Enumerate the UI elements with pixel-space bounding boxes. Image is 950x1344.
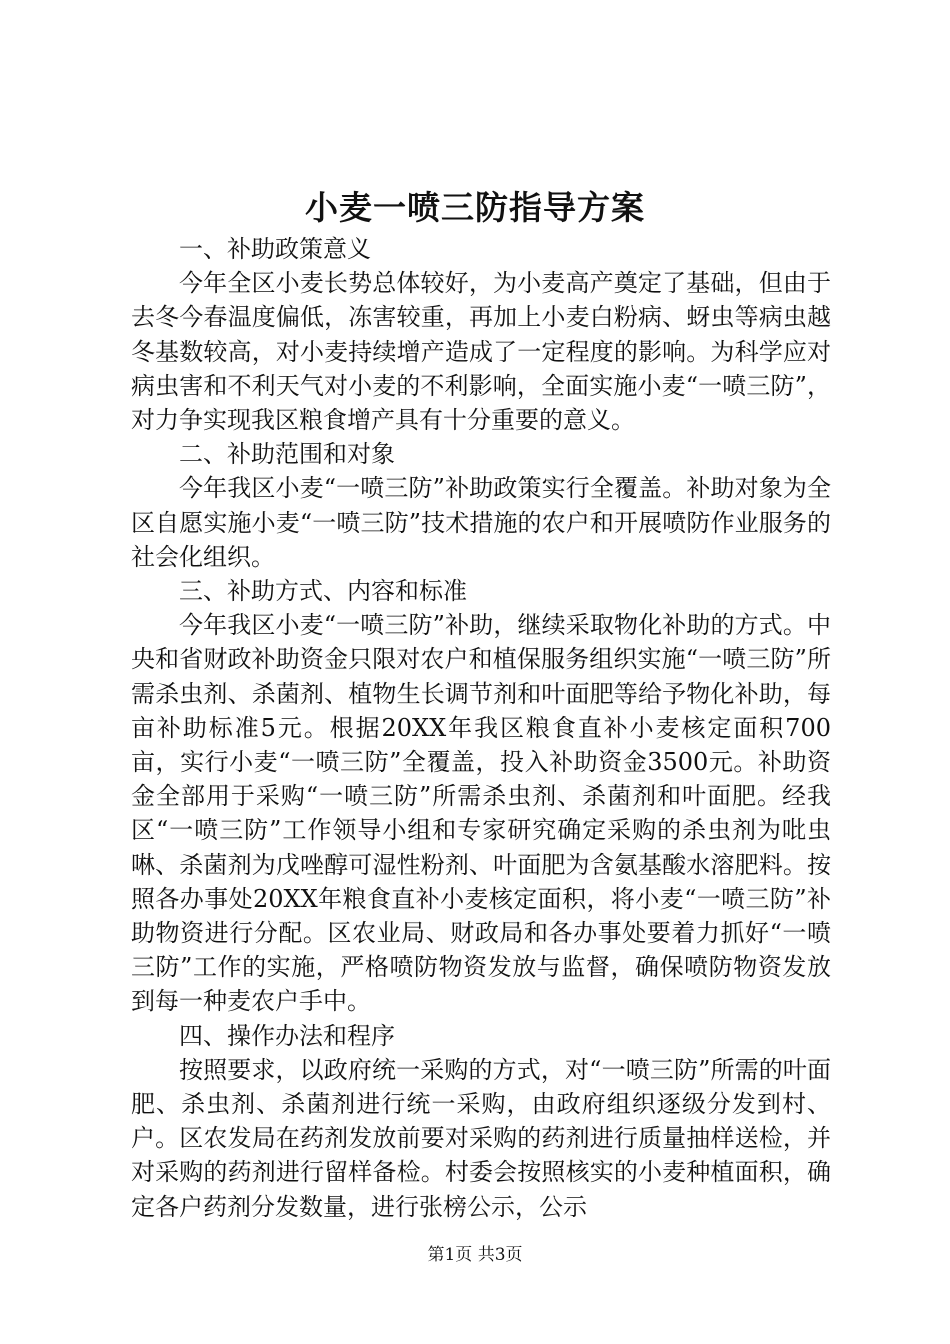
page-number-footer: 第1页 共3页: [427, 1245, 523, 1265]
paragraph-2: 今年我区小麦“一喷三防”补助政策实行全覆盖。补助对象为全区自愿实施小麦“一喷三防”技术措施的农户和开展喷防作业服务的社会化组织。: [131, 474, 831, 571]
section-heading-4: 四、操作办法和程序: [179, 1021, 395, 1050]
paragraph-3: 今年我区小麦“一喷三防”补助，继续采取物化补助的方式。中央和省财政补助资金只限对农户和植保服务组织实施“一喷三防”所需杀虫剂、杀菌剂、植物生长调节剂和叶面肥等给予物化补助，每亩补助标准5元。根据20XX年我区粮食直补小麦核定面积700亩，实行小麦“一喷三防”全覆盖，投入补助资金3500元。补助资金全部用于采购“一喷三防”所需杀虫剂、杀菌剂和叶面肥。经我区“一喷三防”工作领导小组和专家研究确定采购的杀虫剂为吡虫啉、杀菌剂为戊唑醇可湿性粉剂、叶面肥为含氨基酸水溶肥料。按照各办事处20XX年粮食直补小麦核定面积，将小麦“一喷三防”补助物资进行分配。区农业局、财政局和各办事处要着力抓好“一喷三防”工作的实施，严格喷防物资发放与监督，确保喷防物资发放到每一种麦农户手中。: [131, 611, 831, 1016]
paragraph-4: 按照要求，以政府统一采购的方式，对“一喷三防”所需的叶面肥、杀虫剂、杀菌剂进行统一采购，由政府组织逐级分发到村、户。区农发局在药剂发放前要对采购的药剂进行质量抽样送检，并对采购的药剂进行留样备检。村委会按照核实的小麦种植面积，确定各户药剂分发数量，进行张榜公示，公示: [131, 1055, 831, 1221]
section-heading-2: 二、补助范围和对象: [179, 440, 395, 469]
section-heading-3: 三、补助方式、内容和标准: [179, 577, 467, 606]
document-title: 小麦一喷三防指导方案: [305, 188, 645, 227]
section-heading-1: 一、补助政策意义: [179, 235, 371, 263]
paragraph-1: 今年全区小麦长势总体较好，为小麦高产奠定了基础，但由于去冬今春温度偏低，冻害较重，再加上小麦白粉病、蚜虫等病虫越冬基数较高，对小麦持续增产造成了一定程度的影响。为科学应对病虫害和不利天气对小麦的不利影响，全面实施小麦“一喷三防”，对力争实现我区粮食增产具有十分重要的意义。: [131, 269, 831, 435]
document-body: [131, 232, 831, 1224]
